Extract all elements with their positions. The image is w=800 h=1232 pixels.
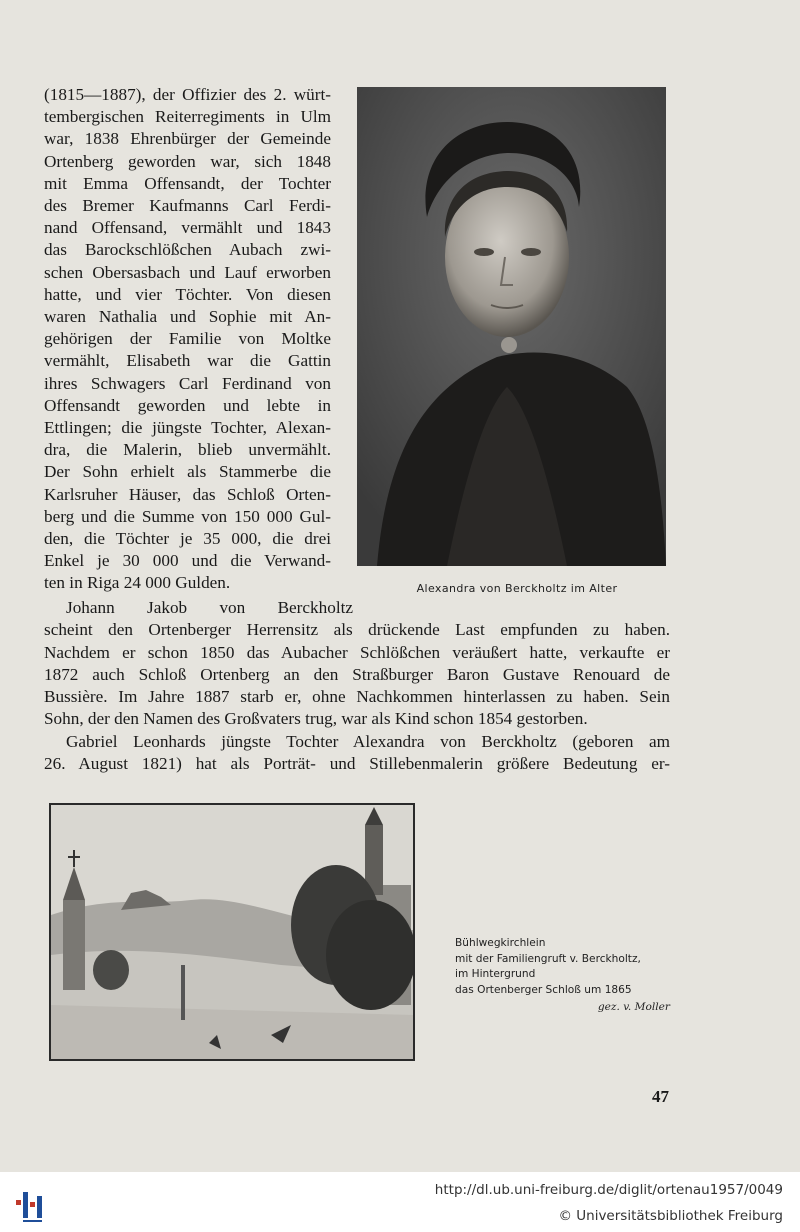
text-line: nand Offensand, vermählt und 1843 xyxy=(44,218,331,238)
page-number: 47 xyxy=(652,1087,669,1106)
text-line: Sohn, der den Namen des Großvaters trug, war als Kind schon 1854 gestorben. xyxy=(44,709,588,729)
text-line: dra, die Malerin, blieb unvermählt. xyxy=(44,440,331,460)
text-line: Ortenberg geworden war, sich 1848 xyxy=(44,151,331,171)
text-line: (1815—1887), der Offizier des 2. würt- xyxy=(44,85,331,104)
text-line: war, 1838 Ehrenbürger der Gemeinde xyxy=(44,129,331,149)
text-line: Johann Jakob von Berckholtz xyxy=(66,598,353,617)
text-line: Offensandt geworden und lebte in xyxy=(44,395,331,415)
text-line: gehörigen der Familie von Moltke xyxy=(44,329,331,349)
text-line: das Barockschlößchen Aubach zwi- xyxy=(44,240,331,260)
etching-illustration xyxy=(49,803,415,1061)
text-line: vermählt, Elisabeth war die Gattin xyxy=(44,351,331,371)
etching-caption xyxy=(455,936,670,1016)
text-line: den, die Töchter je 35 000, die drei xyxy=(44,529,331,549)
text-line: waren Nathalia und Sophie mit An- xyxy=(44,307,331,327)
paragraph-left-column xyxy=(44,84,331,595)
text-line: Karlsruher Häuser, das Schloß Orten- xyxy=(44,484,331,504)
text-line: ihres Schwagers Carl Ferdinand von xyxy=(44,373,331,393)
text-line: hatte, und vier Töchter. Von diesen xyxy=(44,284,331,304)
text-line: Nachdem er schon 1850 das Aubacher Schlößchen veräußert hatte, verkaufte er xyxy=(44,642,670,662)
ub-freiburg-logo-icon xyxy=(12,1184,52,1224)
etching-caption-line4: das Ortenberger Schloß um 1865 xyxy=(455,983,632,996)
text-line: des Bremer Kaufmanns Carl Ferdi- xyxy=(44,196,331,216)
text-line: mit Emma Offensandt, der Tochter xyxy=(44,173,331,193)
source-url-link[interactable]: http://dl.ub.uni-freiburg.de/diglit/ortenau1957/0049 xyxy=(434,1182,783,1198)
text-line: Bussière. Im Jahre 1887 starb er, ohne Nachkommen hinterlassen zu haben. Sein xyxy=(44,687,670,707)
text-line: berg und die Summe von 150 000 Gul- xyxy=(44,506,331,526)
text-line: scheint den Ortenberger Herrensitz als drückende Last empfunden zu haben. xyxy=(44,620,670,640)
text-line: Enkel je 30 000 und die Verwand- xyxy=(44,551,331,571)
text-line: ten in Riga 24 000 Gulden. xyxy=(44,573,231,593)
portrait-caption: Alexandra von Berckholtz im Alter xyxy=(416,582,618,595)
etching-caption-line3: im Hintergrund xyxy=(455,968,536,980)
etching-image xyxy=(51,805,413,1059)
portrait-image xyxy=(357,87,666,566)
paragraph-full-width xyxy=(44,597,670,775)
text-line: schen Obersasbach und Lauf erworben xyxy=(44,262,331,282)
text-line: tembergischen Reiterregiments in Ulm xyxy=(44,107,331,127)
etching-caption-line1: Bühlwegkirchlein xyxy=(455,937,546,949)
text-line: Der Sohn erhielt als Stammerbe die xyxy=(44,462,331,482)
viewer-footer xyxy=(0,1172,800,1232)
text-line: 1872 auch Schloß Ortenberg an den Straßburger Baron Gustave Renouard de xyxy=(44,664,670,684)
etching-caption-line2: mit der Familiengruft v. Berckholtz, xyxy=(455,952,641,965)
portrait-photo xyxy=(357,87,666,566)
text-line: Ettlingen; die jüngste Tochter, Alexan- xyxy=(44,418,331,438)
text-line: Gabriel Leonhards jüngste Tochter Alexandra von Berckholtz (geboren am xyxy=(66,731,670,751)
etching-credit: gez. v. Moller xyxy=(597,1001,670,1013)
text-line: 26. August 1821) hat als Porträt- und Stillebenmalerin größere Bedeutung er- xyxy=(44,754,670,774)
copyright-text: © Universitätsbibliothek Freiburg xyxy=(558,1208,783,1224)
